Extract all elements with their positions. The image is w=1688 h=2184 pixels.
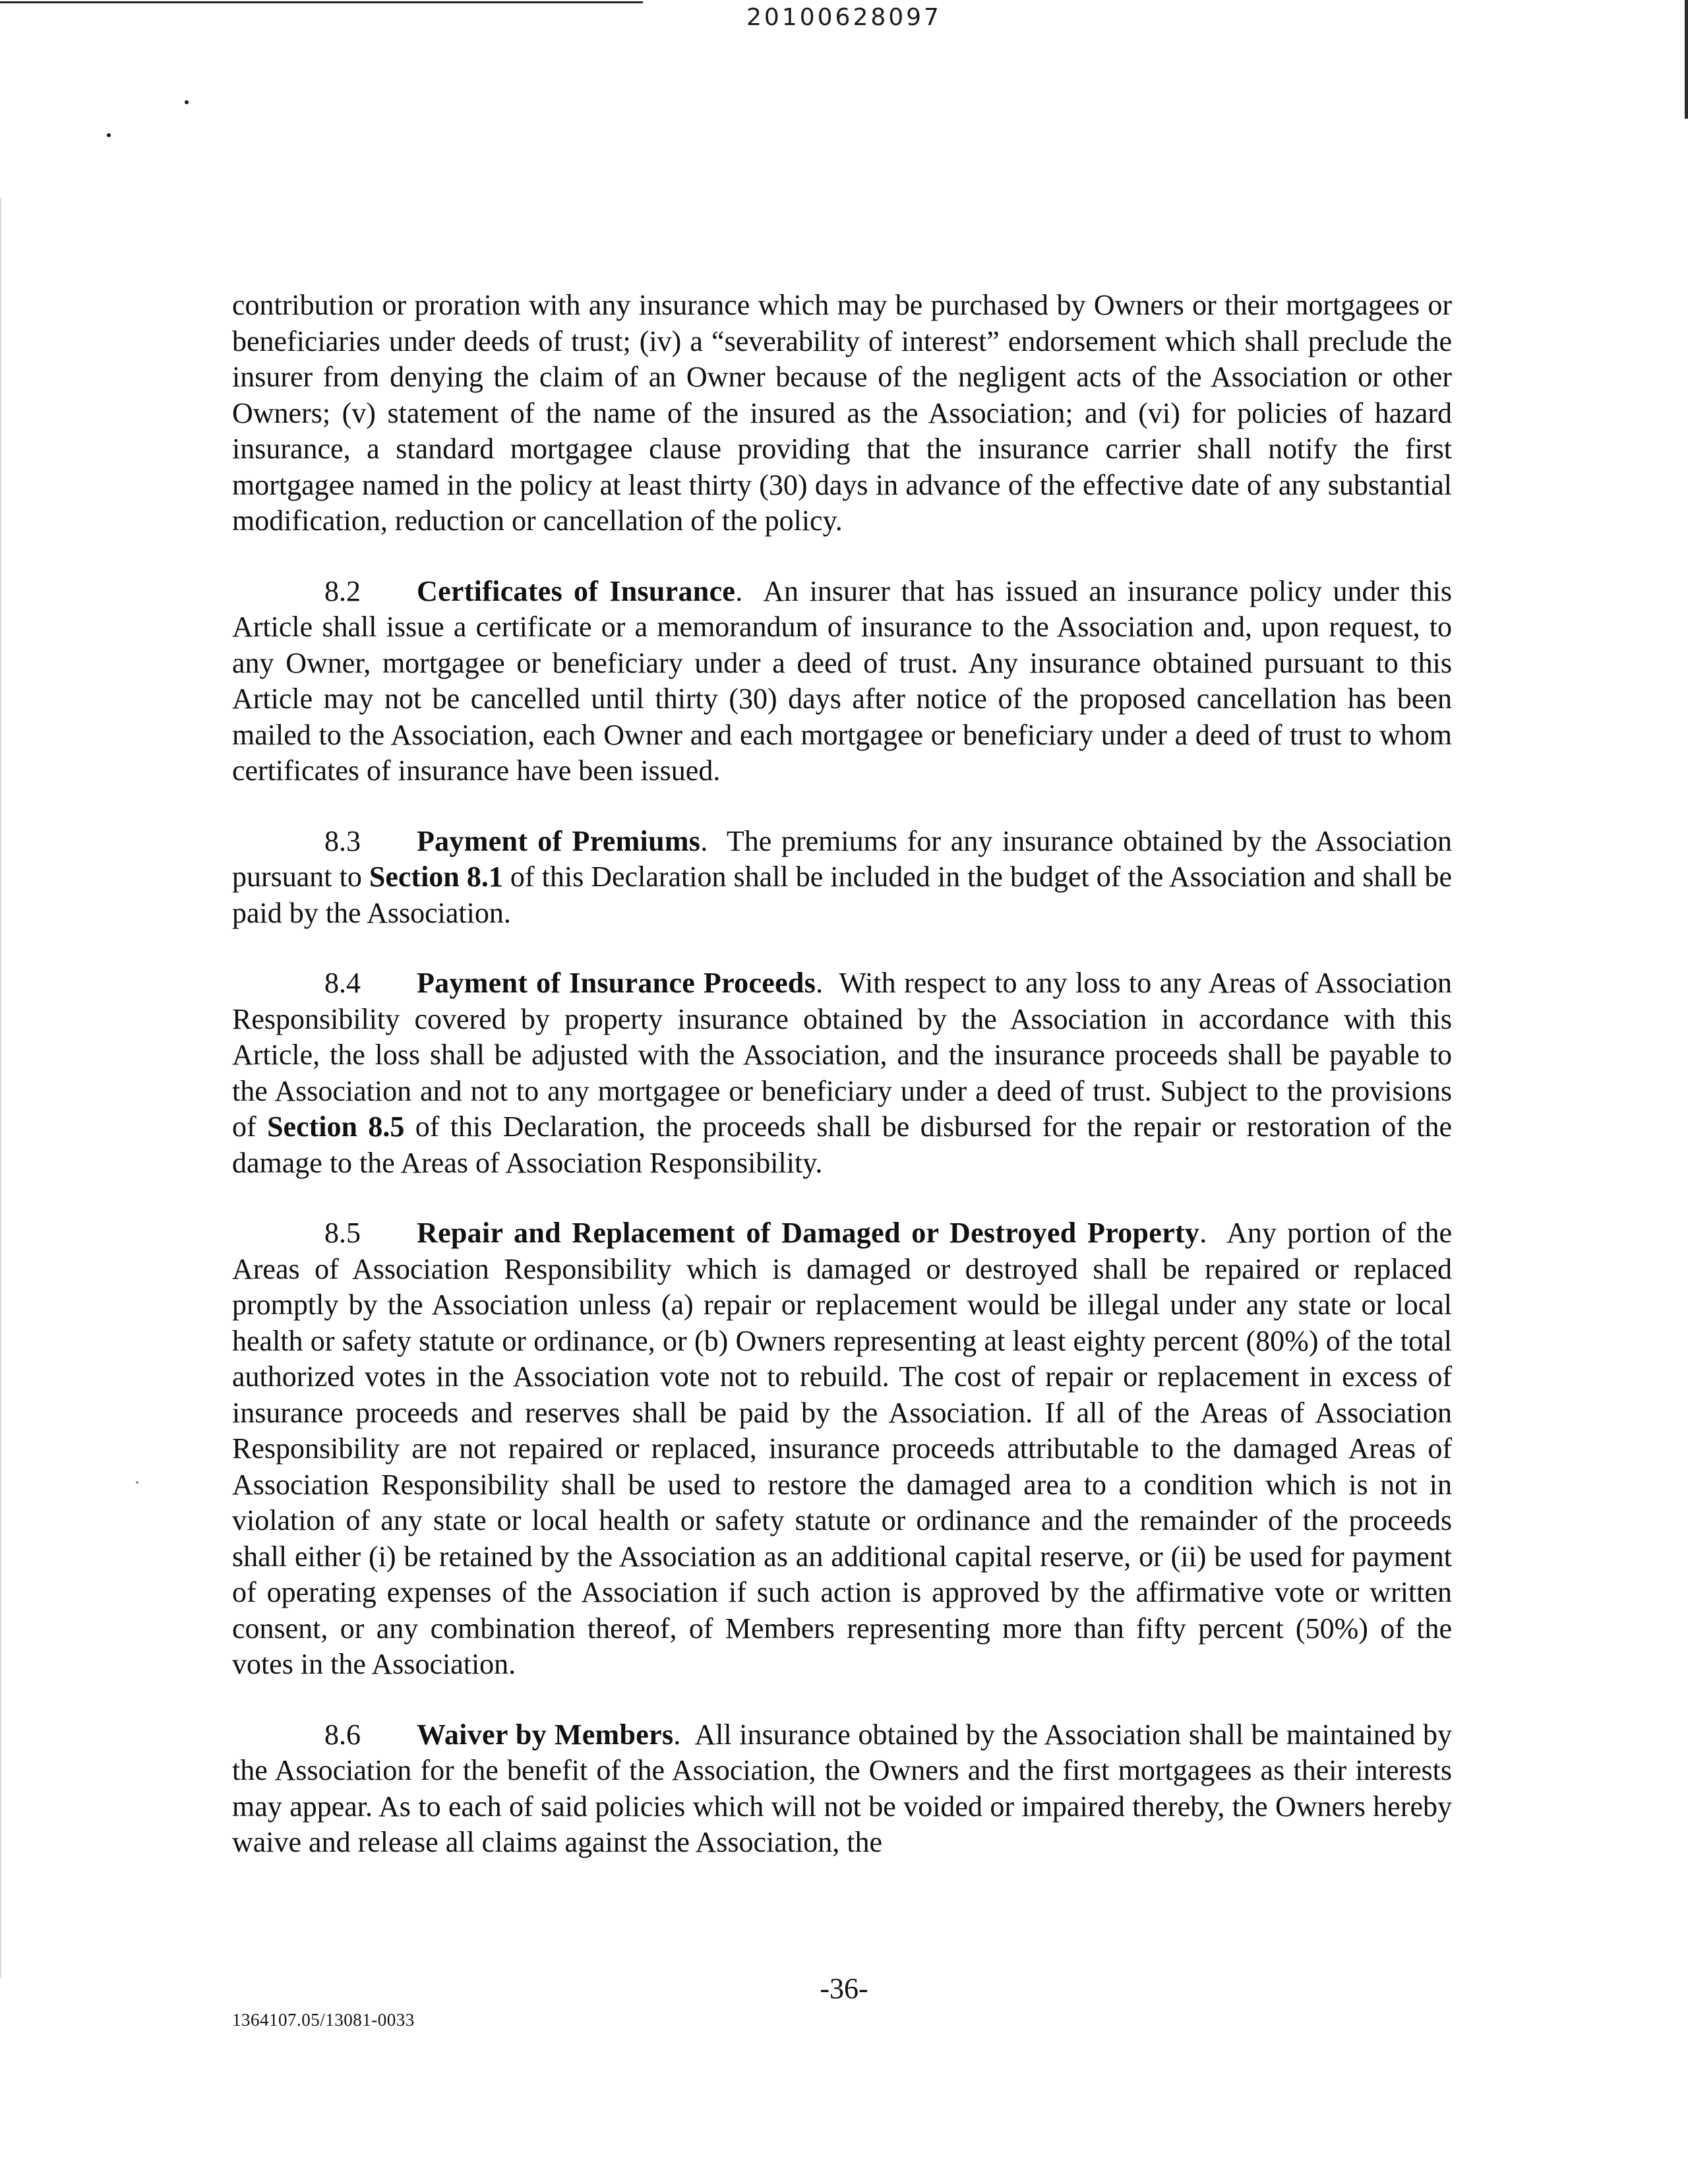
page-number: -36- bbox=[820, 1972, 868, 2005]
section-text: All insurance obtained by the Association shall be maintained by the Association for the benefit of the Association, the Owners and the first mortgagees as their interests may appear. As to each of said policies which will not be voided or impaired thereby, the Owners hereby waive and release all claims against the Association, the bbox=[232, 1718, 1453, 1858]
section-heading: Payment of Insurance Proceeds bbox=[417, 967, 816, 999]
section-8-2: 8.2 Certificates of Insurance. An insurer that has issued an insurance policy under this Article shall issue a certificate or a memorandum of insurance to the Association and, upon request, to any Owner, mortgagee or beneficiary under a deed of trust. Any insurance obtained pursuant to this Article may not be cancelled until thirty (30) days after notice of the proposed cancellation has been mailed to the Association, each Owner and each mortgagee or beneficiary under a deed of trust to whom certificates of insurance have been issued. bbox=[232, 574, 1452, 787]
section-number: 8.4 bbox=[324, 967, 361, 999]
section-number: 8.3 bbox=[324, 824, 361, 857]
section-text: of this Declaration, the proceeds shall be disbursed for the repair or restoration of the damage to the Areas of Association Responsibility. bbox=[232, 1110, 1453, 1179]
paragraph-text: contribution or proration with any insurance which may be purchased by Owners or their mortgagees or beneficiaries under deeds of trust; (iv) a “severability of interest” endorsement which shall preclude the insurer from denying the claim of an Owner because of the negligent acts of the Association or other Owners; (v) statement of the name of the insured as the Association; and (vi) for policies of hazard insurance, a standard mortgagee clause providing that the insurance carrier shall notify the first mortgagee named in the policy at least thirty (30) days in advance of the effective date of any substantial modification, reduction or cancellation of the policy. bbox=[232, 289, 1452, 537]
section-text: The premiums for any insurance obtained by the Association pursuant to bbox=[232, 824, 1452, 893]
section-8-3: 8.3 Payment of Premiums. The premiums for any insurance obtained by the Association pursuant to Section 8.1 of this Declaration shall be included in the budget of the Association and shall be paid by the Association. bbox=[232, 824, 1452, 929]
scan-edge-left bbox=[0, 198, 1, 1978]
section-text: Any portion of the Areas of Association Responsibility which is damaged or destroyed shall be repaired or replaced promptly by the Association unless (a) repair or replacement would be illegal under any state or local health or safety statute or ordinance, or (b) Owners representing at least eighty percent (80%) of the total authorized votes in the Association vote not to rebuild. The cost of repair or replacement in excess of insurance proceeds and reserves shall be paid by the Association. If all of the Areas of Association Responsibility are not repaired or replaced, insurance proceeds attributable to the damaged Areas of Association Responsibility shall be used to restore the damaged area to a condition which is not in violation of any state or local health or safety statute or ordinance and the remainder of the proceeds shall either (i) be retained by the Association as an additional capital reserve, or (ii) be used for payment of operating expenses of the Association if such action is approved by the affirmative vote or written consent, or any combination thereof, of Members representing more than fifty percent (50%) of the votes in the Association. bbox=[232, 1217, 1452, 1680]
section-text: An insurer that has issued an insurance policy under this Article shall issue a certificate or a memorandum of insurance to the Association and, upon request, to any Owner, mortgagee or beneficiary under a deed of trust. Any insurance obtained pursuant to this Article may not be cancelled until thirty (30) days after notice of the proposed cancellation has been mailed to the Association, each Owner and each mortgagee or beneficiary under a deed of trust to whom certificates of insurance have been issued. bbox=[232, 574, 1452, 787]
scan-speck bbox=[136, 1481, 138, 1484]
section-heading: Certificates of Insurance bbox=[417, 574, 736, 607]
document-body bbox=[232, 288, 1452, 1895]
paragraph-continued bbox=[232, 288, 1452, 539]
section-text: With respect to any loss to any Areas of Association Responsibility covered by property insurance obtained by the Association in accordance with this Article, the loss shall be adjusted with the Association, and the insurance proceeds shall be payable to the Association and not to any mortgagee or beneficiary under a deed of trust. Subject to the provisions of bbox=[232, 967, 1452, 1143]
recording-number: 20100628097 bbox=[746, 4, 942, 31]
document-id: 1364107.05/13081-0033 bbox=[232, 2010, 415, 2030]
scan-speck bbox=[107, 133, 111, 137]
section-number: 8.6 bbox=[324, 1718, 361, 1751]
scan-speck bbox=[185, 100, 189, 104]
section-8-4: 8.4 Payment of Insurance Proceeds. With respect to any loss to any Areas of Association Responsibility covered by property insurance obtained by the Association in accordance with this Article, the loss shall be adjusted with the Association, and the insurance proceeds shall be payable to the Association and not to any mortgagee or beneficiary under a deed of trust. Subject to the provisions of Section 8.5 of this Declaration, the proceeds shall be disbursed for the repair or restoration of the damage to the Areas of Association Responsibility. bbox=[232, 967, 1453, 1179]
section-8-5: 8.5 Repair and Replacement of Damaged or Destroyed Property. Any portion of the Areas of Association Responsibility which is damaged or destroyed shall be repaired or replaced promptly by the Association unless (a) repair or replacement would be illegal under any state or local health or safety statute or ordinance, or (b) Owners representing at least eighty percent (80%) of the total authorized votes in the Association vote not to rebuild. The cost of repair or replacement in excess of insurance proceeds and reserves shall be paid by the Association. If all of the Areas of Association Responsibility are not repaired or replaced, insurance proceeds attributable to the damaged Areas of Association Responsibility shall be used to restore the damaged area to a condition which is not in violation of any state or local health or safety statute or ordinance and the remainder of the proceeds shall either (i) be retained by the Association as an additional capital reserve, or (ii) be used for payment of operating expenses of the Association if such action is approved by the affirmative vote or written consent, or any combination thereof, of Members representing more than fifty percent (50%) of the votes in the Association. bbox=[232, 1217, 1452, 1680]
section-8-6: 8.6 Waiver by Members. All insurance obtained by the Association shall be maintained by the Association for the benefit of the Association, the Owners and the first mortgagees as their interests may appear. As to each of said policies which will not be voided or impaired thereby, the Owners hereby waive and release all claims against the Association, the bbox=[232, 1718, 1453, 1858]
section-reference: Section 8.1 bbox=[369, 861, 503, 893]
section-heading: Repair and Replacement of Damaged or Destroyed Property bbox=[417, 1217, 1200, 1249]
section-number: 8.2 bbox=[324, 574, 361, 607]
section-heading: Waiver by Members bbox=[417, 1718, 674, 1751]
section-text: of this Declaration shall be included in the budget of the Association and shall be paid by the Association. bbox=[232, 861, 1452, 929]
section-heading: Payment of Premiums bbox=[417, 824, 701, 857]
section-reference: Section 8.5 bbox=[267, 1110, 405, 1143]
top-rule bbox=[0, 1, 643, 3]
section-number: 8.5 bbox=[324, 1217, 361, 1249]
